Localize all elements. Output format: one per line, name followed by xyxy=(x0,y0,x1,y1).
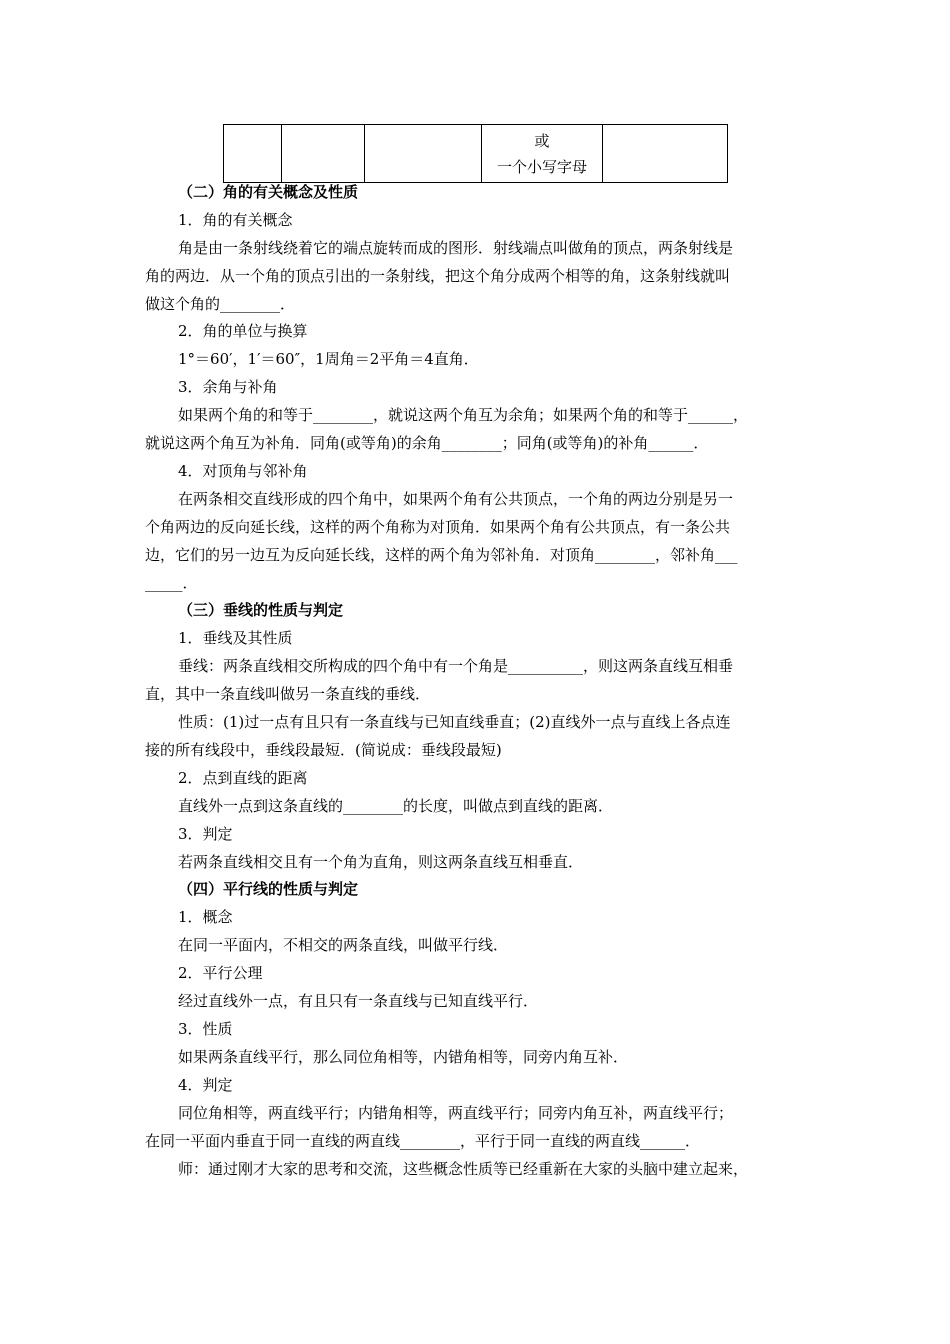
subheading: 2．平行公理 xyxy=(178,964,263,982)
paragraph-line: _____． xyxy=(145,574,198,592)
subheading: 1．角的有关概念 xyxy=(178,211,293,229)
paragraph-line: 直，其中一条直线叫做另一条直线的垂线． xyxy=(145,685,431,703)
table-cell-text: 或 xyxy=(534,131,550,150)
subheading: 3．性质 xyxy=(178,1020,233,1038)
table-cell xyxy=(282,125,365,183)
table-cell xyxy=(365,125,482,183)
paragraph-line: 在同一平面内，不相交的两条直线，叫做平行线． xyxy=(178,936,509,954)
paragraph-line: 性质：(1)过一点有且只有一条直线与已知直线垂直；(2)直线外一点与直线上各点连 xyxy=(178,713,731,731)
table-cell xyxy=(224,125,282,183)
paragraph-line: 经过直线外一点，有且只有一条直线与已知直线平行． xyxy=(178,992,539,1010)
table-cell xyxy=(603,125,728,183)
paragraph-line: 个角两边的反向延长线，这样的两个角称为对顶角．如果两个角有公共顶点，有一条公共 xyxy=(145,518,731,536)
subheading: 4．对顶角与邻补角 xyxy=(178,462,308,480)
subheading: 1．垂线及其性质 xyxy=(178,629,293,647)
paragraph-line: 角的两边．从一个角的顶点引出的一条射线，把这个角分成两个相等的角，这条射线就叫 xyxy=(145,267,731,285)
paragraph-line: 就说这两个角互为补角．同角(或等角)的余角________；同角(或等角)的补角______． xyxy=(145,434,709,452)
table-cell-text: 一个小写字母 xyxy=(496,157,587,176)
paragraph-line: 做这个角的________． xyxy=(145,295,296,313)
subheading: 4．判定 xyxy=(178,1076,233,1094)
section-heading: （三）垂线的性质与判定 xyxy=(178,601,344,619)
paragraph-line: 1°＝60′，1′＝60″，1周角＝2平角＝4直角． xyxy=(178,350,479,368)
paragraph-line: 角是由一条射线绕着它的端点旋转而成的图形．射线端点叫做角的顶点，两条射线是 xyxy=(178,239,734,257)
paragraph-line: 直线外一点到这条直线的________的长度，叫做点到直线的距离． xyxy=(178,797,614,815)
paragraph-line: 接的所有线段中，垂线段最短．(简说成：垂线段最短) xyxy=(145,741,502,759)
subheading: 2．角的单位与换算 xyxy=(178,322,308,340)
paragraph-line: 如果两条直线平行，那么同位角相等，内错角相等，同旁内角互补． xyxy=(178,1048,629,1066)
paragraph-line: 如果两个角的和等于________，就说这两个角互为余角；如果两个角的和等于______， xyxy=(178,406,749,424)
table-cell xyxy=(482,125,603,183)
subheading: 2．点到直线的距离 xyxy=(178,769,308,787)
paragraph-line: 师：通过刚才大家的思考和交流，这些概念性质等已经重新在大家的头脑中建立起来， xyxy=(178,1160,749,1178)
table-fragment xyxy=(223,124,728,183)
paragraph-line: 在两条相交直线形成的四个角中，如果两个角有公共顶点，一个角的两边分别是另一 xyxy=(178,490,734,508)
paragraph-line: 在同一平面内垂直于同一直线的两直线________，平行于同一直线的两直线______． xyxy=(145,1132,701,1150)
subheading: 1．概念 xyxy=(178,908,233,926)
subheading: 3．余角与补角 xyxy=(178,378,278,396)
subheading: 3．判定 xyxy=(178,825,233,843)
paragraph-line: 垂线：两条直线相交所构成的四个角中有一个角是__________，则这两条直线互相垂 xyxy=(178,657,734,675)
paragraph-line: 同位角相等，两直线平行；内错角相等，两直线平行；同旁内角互补，两直线平行； xyxy=(178,1104,734,1122)
section-heading: （二）角的有关概念及性质 xyxy=(178,183,359,201)
paragraph-line: 边，它们的另一边互为反向延长线，这样的两个角为邻补角．对顶角________，邻补角___ xyxy=(145,546,738,564)
section-heading: （四）平行线的性质与判定 xyxy=(178,880,359,898)
table-row xyxy=(224,125,728,183)
paragraph-line: 若两条直线相交且有一个角为直角，则这两条直线互相垂直． xyxy=(178,853,584,871)
